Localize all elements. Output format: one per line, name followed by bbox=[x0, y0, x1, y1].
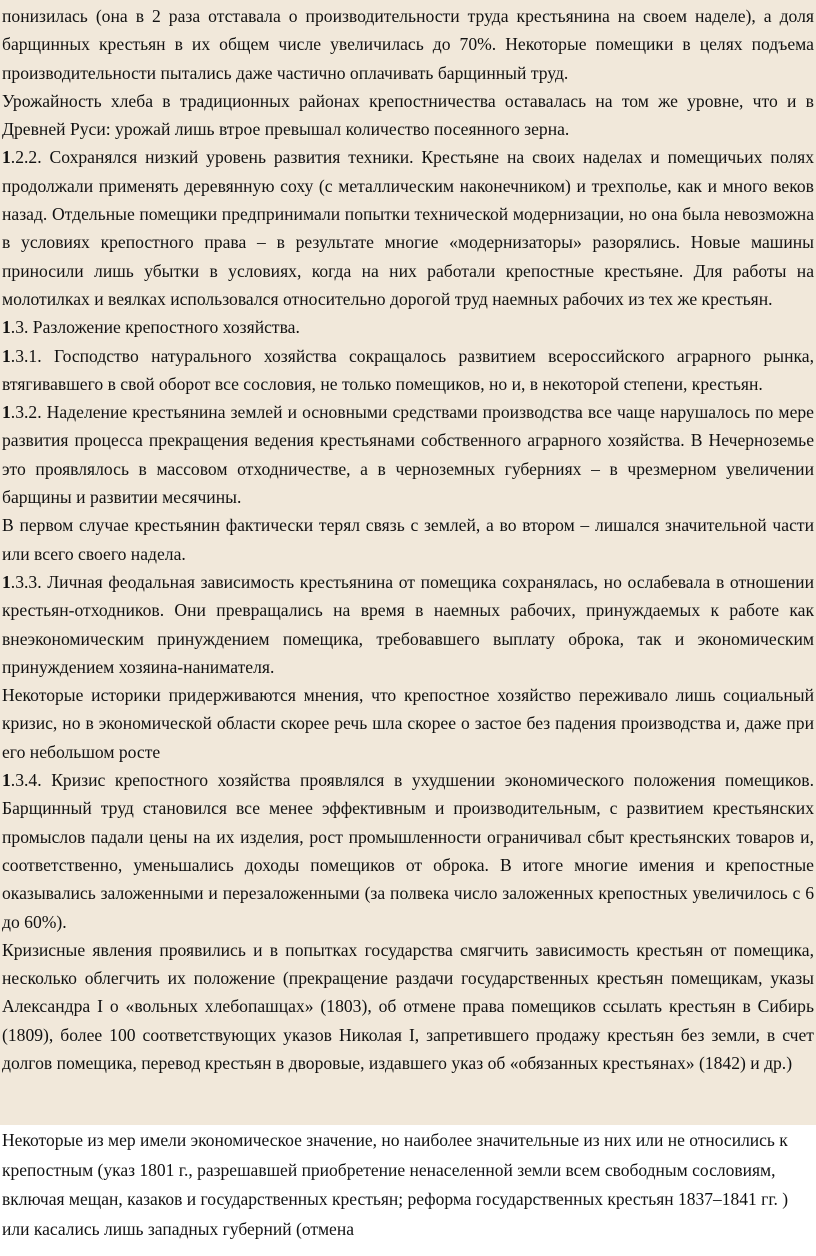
paragraph: Кризисные явления проявились и в попытках государства смягчить зависимость крестьян от помещика, несколько облегчить их положение (прекращение раздачи государственных крестьян помещикам, указы Александра I о «вольных хлебопашцах» (1803), об отмене права помещиков ссылать крестьян в Сибирь (1809), более 100 соответствующих указов Николая I, запретившего продажу крестьян без земли, в счет долгов помещика, перевод крестьян в дворовые, издавшего указ об «обязанных крестьянах» (1842) и др.) bbox=[2, 939, 814, 1073]
paragraph: понизилась (она в 2 раза отставала о производительности труда крестьянина на своем наделе), а доля барщинных крестьян в их общем числе увеличилась до 70%. Некоторые помещики в целях подъема производительности пытались даже частично оплачивать барщинный труд. bbox=[2, 6, 814, 83]
paragraph: В первом случае крестьянин фактически терял связь с землей, а во втором – лишался значительной части или всего своего надела. bbox=[2, 515, 814, 564]
paragraph: 1.3.1. Господство натурального хозяйства сокращалось развитием всероссийского аграрного рынка, втягивавшего в свой оборот все сословия, не только помещиков, но и, в некоторой степени, крестьян. bbox=[2, 345, 814, 394]
plain-text-block bbox=[0, 1125, 816, 1244]
paragraph: Некоторые историки придерживаются мнения, что крепостное хозяйство переживало лишь социальный кризис, но в экономической области скорее речь шла скорее о застое без падения производства и, даже при его небольшом росте bbox=[2, 685, 814, 762]
paragraph: 1.3.4. Кризис крепостного хозяйства проявлялся в ухудшении экономического положения помещиков. Барщинный труд становился все менее эффективным и производительным, с развитием крестьянских промыслов падали цены на их изделия, рост промышленности ограничивал сбыт крестьянских товаров и, соответственно, уменьшались доходы помещиков от оброка. В итоге многие имения и крепостные оказывались заложенными и перезаложенными (за полвека число заложенных крепостных увеличилось с 6 до 60%). bbox=[2, 770, 814, 932]
paragraph: Некоторые из мер имели экономическое значение, но наиболее значительные из них или не относились к крепостным (указ 1801 г., разрешавшей приобретение ненаселенной земли всем свободным сословиям, включая мещан, казаков и государственных крестьян; реформа государственных крестьян 1837–1841 гг. ) или касались лишь западных губерний (отмена bbox=[2, 1130, 789, 1239]
paragraph: 1.2.2. Сохранялся низкий уровень развития техники. Крестьяне на своих наделах и помещичьих полях продолжали применять деревянную соху (с металлическим наконечником) и трехполье, как и много веков назад. Отдельные помещики предпринимали попытки технической модернизации, но она была невозможна в условиях крепостного права – в результате многие «модернизаторы» разорялись. Новые машины приносили лишь убытки в условиях, когда на них работали крепостные крестьяне. Для работы на молотилках и веялках использовался относительно дорогой труд наемных рабочих из тех же крестьян. bbox=[2, 147, 814, 309]
section-heading: 1.3. Разложение крепостного хозяйства. bbox=[2, 317, 300, 338]
paragraph: 1.3.2. Наделение крестьянина землей и основными средствами производства все чаще нарушалось по мере развития процесса прекращения ведения крестьянами собственного аграрного хозяйства. В Нечерноземье это проявлялось в массовом отходничестве, а в черноземных губерниях – в чрезмерном увеличении барщины и развитии месячины. bbox=[2, 402, 814, 508]
paragraph: 1.3.3. Личная феодальная зависимость крестьянина от помещика сохранялась, но ослабевала в отношении крестьян-отходников. Они превращались на время в наемных рабочих, принуждаемых к работе как внеэкономическим принуждением помещика, требовавшего выплату оброка, так и экономическим принуждением хозяина-нанимателя. bbox=[2, 571, 814, 677]
paragraph: Урожайность хлеба в традиционных районах крепостничества оставалась на том же уровне, что и в Древней Руси: урожай лишь втрое превышал количество посеянного зерна. bbox=[2, 90, 814, 140]
